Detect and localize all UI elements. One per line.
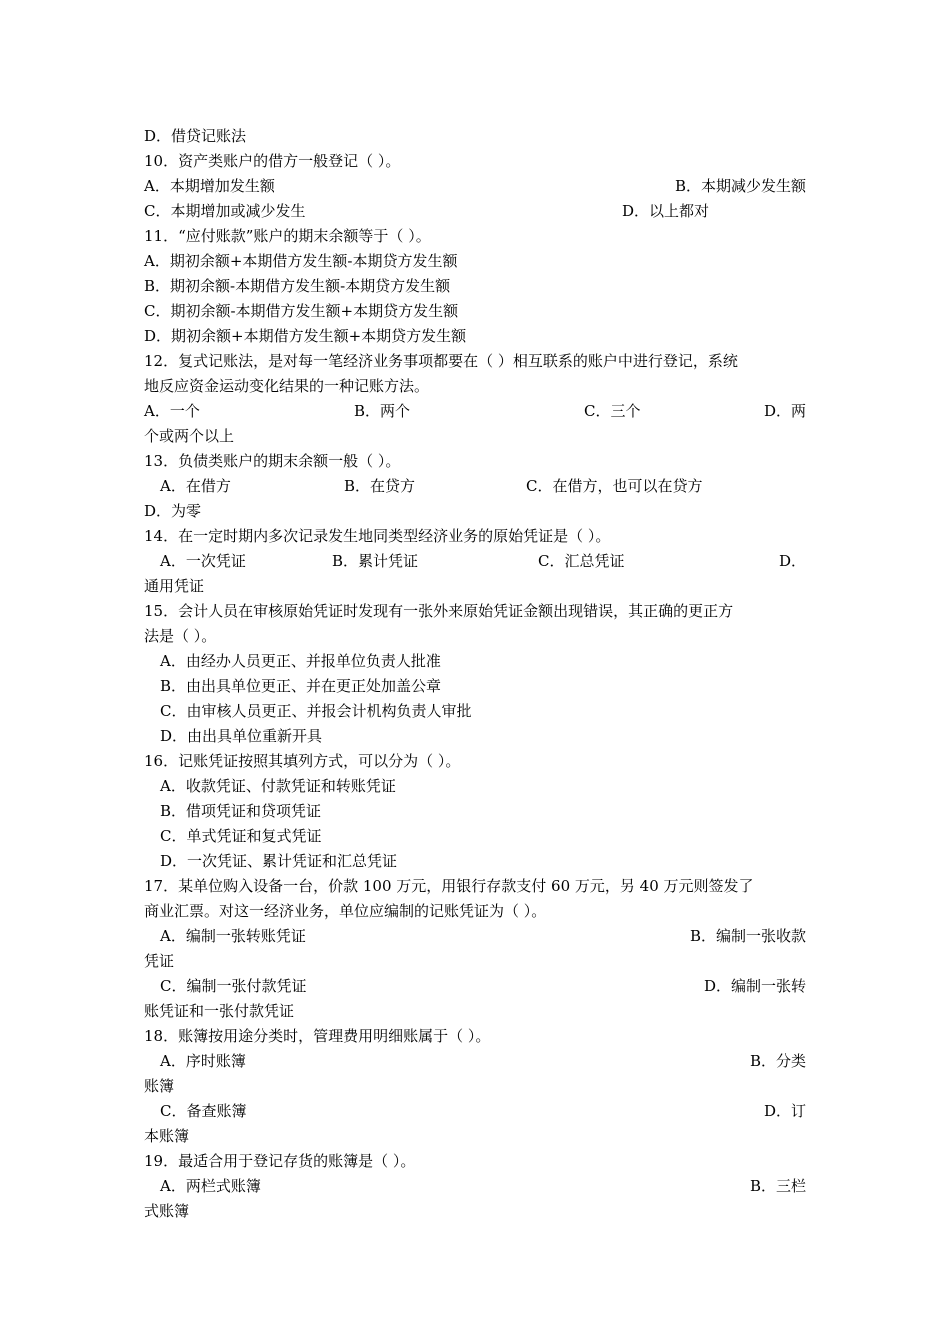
option-text: 式账簿 (144, 1202, 190, 1220)
question-text: 12．复式记账法，是对每一笔经济业务事项都要在（ ）相互联系的账户中进行登记，系统 (144, 352, 738, 370)
option-text: 凭证 (144, 952, 175, 970)
option-line (144, 649, 806, 674)
option-line (144, 549, 806, 574)
option-c: C．编制一张付款凭证 (160, 977, 307, 995)
option-a: A．编制一张转账凭证 (160, 927, 306, 945)
option-line (144, 474, 806, 499)
question-19 (144, 1149, 806, 1174)
question-text: 18．账簿按用途分类时，管理费用明细账属于（ ）。 (144, 1027, 491, 1045)
question-16 (144, 749, 806, 774)
option-b: B．三栏 (749, 1177, 806, 1195)
option-continuation (144, 1199, 806, 1224)
option-line (144, 1099, 806, 1124)
option-d: D．以上都对 (622, 202, 710, 220)
option-b: B．期初余额-本期借方发生额-本期贷方发生额 (144, 277, 451, 295)
question-14 (144, 524, 806, 549)
question-text: 15．会计人员在审核原始凭证时发现有一张外来原始凭证金额出现错误，其正确的更正方 (144, 602, 734, 620)
question-12 (144, 349, 806, 374)
question-18 (144, 1024, 806, 1049)
option-a: A．收款凭证、付款凭证和转账凭证 (160, 777, 396, 795)
option-a: A．序时账簿 (160, 1052, 246, 1070)
option-line (144, 274, 806, 299)
option-line (144, 924, 806, 949)
option-d: D．由出具单位重新开具 (160, 727, 323, 745)
option-text: D．借贷记账法 (144, 127, 247, 145)
option-line (144, 799, 806, 824)
option-a: A．在借方 (160, 477, 231, 495)
option-line (144, 1049, 806, 1074)
question-13 (144, 449, 806, 474)
option-line (144, 724, 806, 749)
option-line (144, 299, 806, 324)
option-continuation (144, 1074, 806, 1099)
option-b: B．分类 (749, 1052, 806, 1070)
option-line (144, 699, 806, 724)
option-line (144, 1174, 806, 1199)
option-line (144, 824, 806, 849)
option-line (144, 124, 806, 149)
option-b: B．由出具单位更正、并在更正处加盖公章 (160, 677, 442, 695)
option-d: D．编制一张转 (703, 977, 806, 995)
option-c: C．单式凭证和复式凭证 (160, 827, 322, 845)
option-c: C．汇总凭证 (538, 552, 625, 570)
option-a: A．期初余额+本期借方发生额-本期贷方发生额 (144, 252, 458, 270)
option-a: A．本期增加发生额 (144, 177, 275, 195)
option-c: C．期初余额-本期借方发生额+本期贷方发生额 (144, 302, 459, 320)
question-text: 14．在一定时期内多次记录发生地同类型经济业务的原始凭证是（ ）。 (144, 527, 611, 545)
question-10 (144, 149, 806, 174)
option-b: B．两个 (354, 402, 411, 420)
option-continuation (144, 999, 806, 1024)
option-d: D． (778, 552, 806, 570)
option-continuation (144, 949, 806, 974)
option-b: B．编制一张收款 (689, 927, 806, 945)
question-text: 16．记账凭证按照其填列方式，可以分为（ ）。 (144, 752, 461, 770)
question-continuation (144, 374, 806, 399)
option-b: B．在贷方 (344, 477, 416, 495)
question-continuation (144, 624, 806, 649)
option-continuation (144, 574, 806, 599)
question-15 (144, 599, 806, 624)
option-line (144, 174, 806, 199)
question-text: 13．负债类账户的期末余额一般（ ）。 (144, 452, 401, 470)
option-text: 个或两个以上 (144, 427, 235, 445)
option-a: A．由经办人员更正、并报单位负责人批准 (160, 652, 441, 670)
option-d: D．两 (763, 402, 806, 420)
option-d: D．一次凭证、累计凭证和汇总凭证 (160, 852, 398, 870)
question-text: 17．某单位购入设备一台，价款 100 万元，用银行存款支付 60 万元，另 40 万元则签发了 (144, 877, 754, 895)
option-line (144, 324, 806, 349)
option-line (144, 199, 806, 224)
option-a: A．两栏式账簿 (160, 1177, 261, 1195)
option-line (144, 974, 806, 999)
option-c: C．本期增加或减少发生 (144, 202, 306, 220)
question-text: 19．最适合用于登记存货的账簿是（ ）。 (144, 1152, 416, 1170)
question-17 (144, 874, 806, 899)
option-line (144, 499, 806, 524)
option-d: D．为零 (144, 502, 202, 520)
option-line (144, 849, 806, 874)
option-text: 本账簿 (144, 1127, 190, 1145)
option-b: B．本期减少发生额 (674, 177, 806, 195)
option-d: D．订 (763, 1102, 806, 1120)
option-b: B．借项凭证和贷项凭证 (160, 802, 322, 820)
option-line (144, 674, 806, 699)
option-text: 账凭证和一张付款凭证 (144, 1002, 295, 1020)
option-continuation (144, 424, 806, 449)
question-11 (144, 224, 806, 249)
option-line (144, 399, 806, 424)
option-line (144, 249, 806, 274)
document-body (144, 124, 806, 1224)
option-continuation (144, 1124, 806, 1149)
option-text: 账簿 (144, 1077, 175, 1095)
option-text: 通用凭证 (144, 577, 205, 595)
option-line (144, 774, 806, 799)
option-c: C．在借方，也可以在贷方 (526, 477, 703, 495)
question-text: 法是（ ）。 (144, 627, 217, 645)
option-c: C．备查账簿 (160, 1102, 247, 1120)
option-a: A．一个 (144, 402, 200, 420)
option-a: A．一次凭证 (160, 552, 246, 570)
question-text: 11．“应付账款”账户的期末余额等于（ ）。 (144, 227, 431, 245)
option-d: D．期初余额+本期借方发生额+本期贷方发生额 (144, 327, 467, 345)
question-text: 10．资产类账户的借方一般登记（ ）。 (144, 152, 401, 170)
question-text: 商业汇票。对这一经济业务，单位应编制的记账凭证为（ ）。 (144, 902, 547, 920)
question-continuation (144, 899, 806, 924)
question-text: 地反应资金运动变化结果的一种记账方法。 (144, 377, 430, 395)
option-c: C．由审核人员更正、并报会计机构负责人审批 (160, 702, 472, 720)
option-c: C．三个 (584, 402, 641, 420)
option-b: B．累计凭证 (332, 552, 419, 570)
